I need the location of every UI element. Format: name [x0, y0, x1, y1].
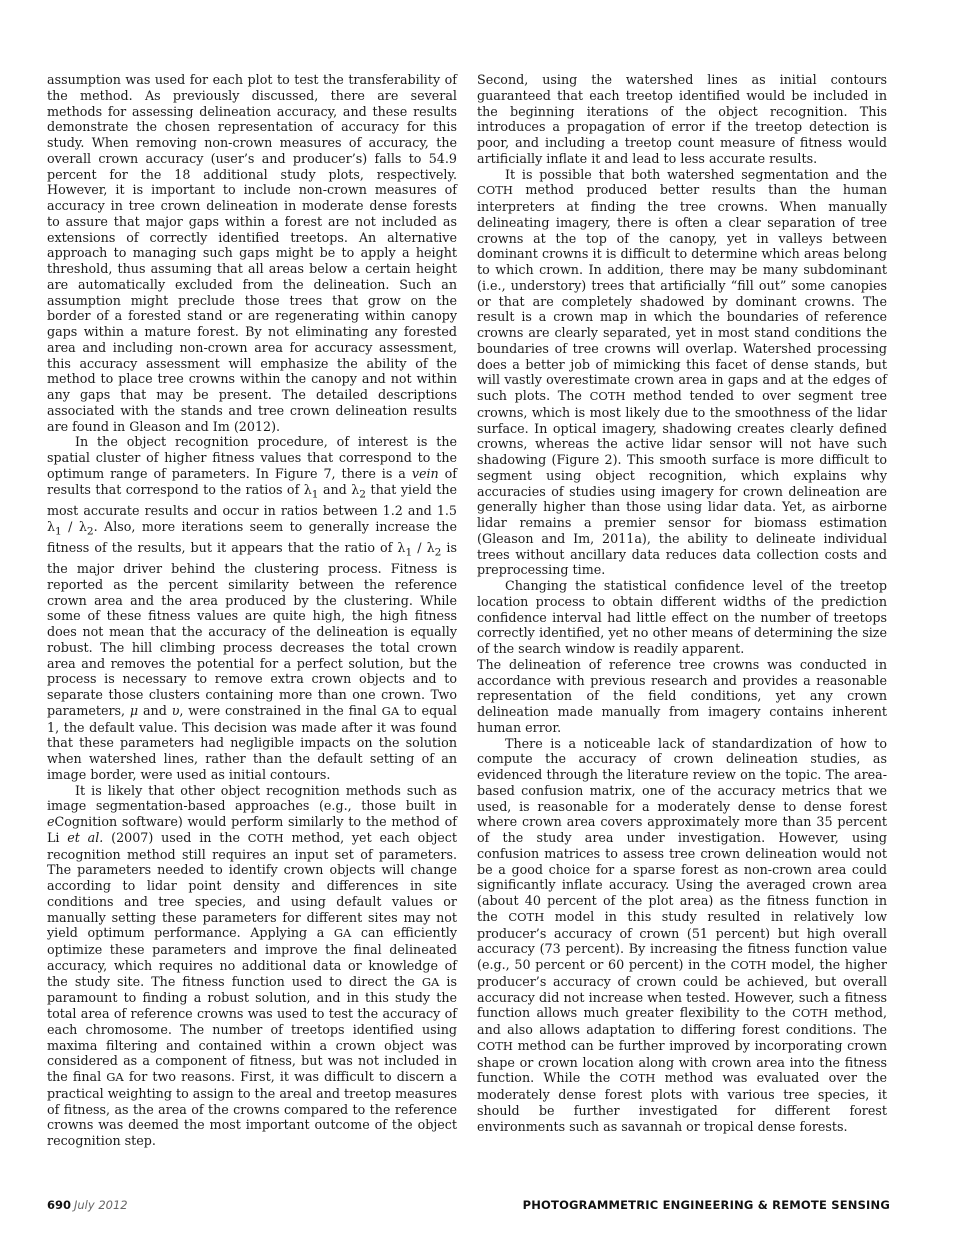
- issue-date: July 2012: [74, 1198, 128, 1212]
- left-column: [47, 72, 457, 1149]
- symbol-mu: μ: [129, 702, 139, 718]
- right-paragraph-2: It is possible that both watershed segmentation and the COTH method produced better results than the human interpreters at finding the tree crowns. When manually delineating imagery, there is often a clear separation of tree crowns at the top of the canopy, yet in valleys between dominant crowns it is difficult to determine which areas belong to which crown. In addition, there may be many subdominant (i.e., understory) trees that artificially “fill out” some canopies or that are completely shadowed by dominant crowns. The result is a crown map in which the boundaries of reference crowns are clearly separated, yet in most stand conditions the boundaries of tree crowns will overlap. Watershed processing does a better job of mimicking this facet of dense stands, but will vastly overestimate crown area in gaps and at the edges of such plots. The COTH method tended to over segment tree crowns, which is most likely due to the smoothness of the lidar surface. In optical imagery, shadowing creates clearly defined crowns, whereas the active lidar sensor will not have such shadowing (Figure 2). This smooth surface is more difficult to segment using object recognition, which explains why accuracies of studies using imagery for crown delineation are generally higher than those using lidar data. Yet, as airborne lidar remains a premier sensor for biomass estimation (Gleason and Im, 2011a), the ability to delineate individual trees without ancillary data reduces data collection costs and preprocessing time.: [477, 166, 887, 578]
- left-paragraph-2: In the object recognition procedure, of interest is the spatial cluster of higher fitness values that correspond to the optimum range of parameters. In Figure 7, there is a vein of results that correspond to the ratios of $\lambda_1$ and $\lambda_2$ that yield the most accurate results and occur in ratios between 1.2 and 1.5 $\lambda_1 / \lambda_2$. Also, more iterations seem to generally increase the fitness of the results, but it appears that the ratio of $\lambda_1 / \lambda_2$ is the major driver behind the clustering process. Fitness is reported as the percent similarity between the reference crown area and the area produced by the clustering. While some of these fitness values are quite high, the high fitness does not mean that the accuracy of the delineation is equally robust. The hill climbing process decreases the total crown area and removes the potential for a perfect solution, but the process is necessary to remove extra crown objects and to separate those clusters containing more than one crown. Two parameters, μ and υ, were constrained in the final GA to equal 1, the default value. This decision was made after it was found that these parameters had negligible impacts on the solution when watershed lines, rather than the default setting of an image border, were used as initial contours.: [47, 434, 457, 782]
- journal-name: PHOTOGRAMMETRIC ENGINEERING & REMOTE SENSING: [522, 1198, 890, 1212]
- left-paragraph-1: assumption was used for each plot to test the transferability of the method. As previously discussed, there are several methods for assessing delineation accuracy, and these results demonstrate the chosen representation of accuracy for this study. When removing non-crown measures of accuracy, the overall crown accuracy (user’s and producer’s) falls to 54.9 percent for the 18 additional study plots, respectively. However, it is important to include non-crown measures of accuracy in tree crown delineation in moderate dense forests to assure that major gaps within a forest are not included as extensions of correctly identified treetops. An alternative approach to managing such gaps might be to apply a height threshold, thus assuming that all areas below a certain height are automatically excluded from the delineation. Such an assumption might preclude those trees that grow on the border of a forested stand or are regenerating within canopy gaps within a mature forest. By not eliminating any forested area and including non-crown area for accuracy assessment, this accuracy assessment will emphasize the ability of the method to place tree crowns within the canopy and not within any gaps that may be present. The detailed descriptions associated with the stands and tree crown delineation results are found in Gleason and Im (2012).: [47, 72, 457, 434]
- right-paragraph-4: The delineation of reference tree crowns was conducted in accordance with previous research and provides a reasonable representation of the field conditions, yet any crown delineation made manually from imagery contains inherent human error.: [477, 656, 887, 735]
- right-paragraph-5: There is a noticeable lack of standardization of how to compute the accuracy of crown delineation studies, as evidenced through the literature review on the topic. The area-based confusion matrix, one of the accuracy metrics that we used, is reasonable for a moderately dense to dense forest where crown area covers approximately more than 35 percent of the study area under investigation. However, using confusion matrices to assess tree crown delineation would not be a good choice for a sparse forest as non-crown area could significantly inflate accuracy. Using the averaged crown area (about 40 percent of the plot area) as the fitness function in the COTH model in this study resulted in relatively low producer’s accuracy of crown (51 percent) but high overall accuracy (73 percent). By increasing the fitness function value (e.g., 50 percent or 60 percent) in the COTH model, the higher producer’s accuracy of crown could be achieved, but overall accuracy did not increase when tested. However, such a fitness function allows much greater flexibility to the COTH method, and also allows adaptation to differing forest conditions. The COTH method can be further improved by incorporating crown shape or crown location along with crown area into the fitness function. While the COTH method was evaluated over the moderately dense forest plots with various tree species, it should be further investigated for different forest environments such as savannah or tropical dense forests.: [477, 735, 888, 1134]
- right-paragraph-1: Second, using the watershed lines as initial contours guaranteed that each treetop identified would be included in the beginning iterations of the object recognition. This introduces a propagation of error if the treetop detection is poor, and including a treetop count measure of fitness would artificially inflate it and lead to less accurate results.: [477, 72, 887, 166]
- symbol-nu: υ: [171, 702, 180, 718]
- left-paragraph-3: It is likely that other object recognition methods such as image segmentation-based approaches (e.g., those built in eCognition software) would perform similarly to the method of Li et al. (2007) used in the COTH method, yet each object recognition method still requires an input set of parameters. The parameters needed to identify crown objects will change according to lidar point density and differences in site conditions and tree species, and using default values or manually setting these parameters for different sites may not yield optimum performance. Applying a GA can efficiently optimize these parameters and improve the final delineated accuracy, which requires no additional data or knowledge of the study site. The fitness function used to direct the GA is paramount to finding a robust solution, and in this study the total area of reference crowns was used to test the accuracy of each chromosome. The number of treetops identified using maxima filtering and contained within a crown object was considered as a component of fitness, but was not included in the final GA for two reasons. First, it was difficult to discern a practical weighting to assign to the areal and treetop measures of fitness, as the area of the crowns compared to the reference crowns was deemed the most important outcome of the object recognition step.: [47, 782, 457, 1149]
- page-footer: [47, 1198, 890, 1216]
- emphasis-vein: vein: [411, 465, 439, 481]
- right-paragraph-3: Changing the statistical confidence level of the treetop location process to obtain different widths of the prediction confidence interval had little effect on the number of treetops correctly identified, yet no other means of determining the size of the search window is readily apparent.: [477, 578, 887, 656]
- page-number: 690: [47, 1198, 72, 1212]
- right-column: [477, 72, 887, 1134]
